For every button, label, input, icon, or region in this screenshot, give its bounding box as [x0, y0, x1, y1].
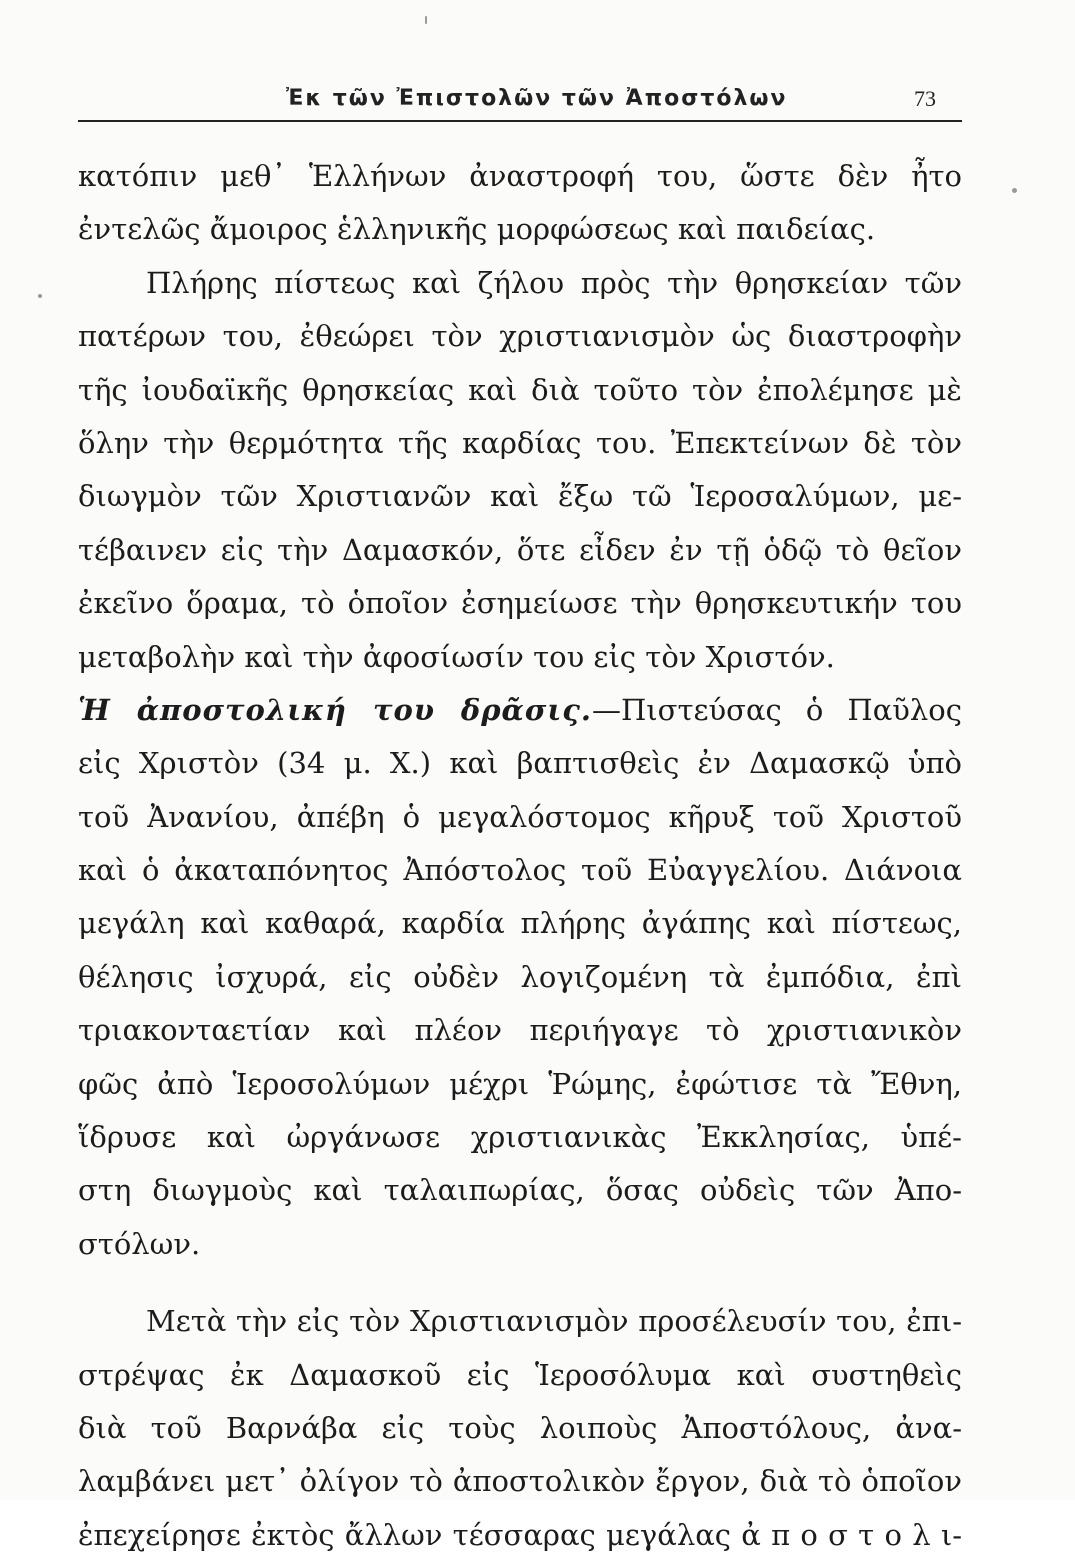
text-line: στόλων.: [78, 1226, 201, 1261]
text-line: ἵδρυσε καὶ ὠργάνωσε χριστιανικὰς Ἐκκλησίας, ὑπέ-: [78, 1120, 962, 1155]
text-line: Πλήρης πίστεως καὶ ζήλου πρὸς τὴν θρησκείαν τῶν: [146, 265, 962, 300]
text-line: μεγάλη καὶ καθαρά, καρδία πλήρης ἀγάπης καὶ πίστεως,: [78, 906, 962, 941]
running-title: Ἐκ τῶν Ἐπιστολῶν τῶν Ἀποστόλων: [286, 86, 788, 111]
text-line: λαμβάνει μετ᾽ ὀλίγον τὸ ἀποστολικὸν ἔργον, διὰ τὸ ὁποῖον: [78, 1464, 962, 1499]
text-line: ἐντελῶς ἄμοιρος ἑλληνικῆς μορφώσεως καὶ παιδείας.: [78, 212, 876, 247]
text-line: ἐκεῖνο ὅραμα, τὸ ὁποῖον ἐσημείωσε τὴν θρησκευτικήν του: [78, 586, 962, 621]
text-line: ὅλην τὴν θερμότητα τῆς καρδίας του. Ἐπεκτείνων δὲ τὸν: [78, 425, 962, 460]
section-heading-line: [78, 684, 962, 737]
text-line: διωγμὸν τῶν Χριστιανῶν καὶ ἔξω τῶ Ἱεροσαλύμων, με-: [78, 479, 962, 514]
text-line: θέλησις ἰσχυρά, εἰς οὐδὲν λογιζομένη τὰ ἐμπόδια, ἐπὶ: [78, 959, 962, 994]
text-line: στη διωγμοὺς καὶ ταλαιπωρίας, ὅσας οὐδεὶς τῶν Ἀπο-: [78, 1173, 962, 1208]
text-line: καὶ ὁ ἀκαταπόνητος Ἀπόστολος τοῦ Εὐαγγελίου. Διάνοια: [78, 853, 962, 888]
text-line: τοῦ Ἀνανίου, ἀπέβη ὁ μεγαλόστομος κῆρυξ τοῦ Χριστοῦ: [78, 799, 962, 834]
text-line: διὰ τοῦ Βαρνάβα εἰς τοὺς λοιποὺς Ἀποστόλους, ἀνα-: [78, 1410, 962, 1445]
print-speck: [425, 16, 427, 24]
text-run: —Πιστεύσας ὁ Παῦλος: [592, 692, 962, 727]
text-line: τέβαινεν εἰς τὴν Δαμασκόν, ὅτε εἶδεν ἐν τῇ ὁδῷ τὸ θεῖον: [78, 532, 962, 567]
page-number: 73: [914, 86, 936, 111]
section-subheading: Ἡ ἀποστολική του δρᾶσις.: [78, 692, 593, 727]
print-speck: [38, 294, 42, 298]
text-line: πατέρων του, ἐθεώρει τὸν χριστιανισμὸν ὡς διαστροφὴν: [78, 319, 962, 354]
text-line: κατόπιν μεθ᾽ Ἑλλήνων ἀναστροφή του, ὥστε δὲν ἦτο: [78, 159, 962, 193]
text-line: μεταβολὴν καὶ τὴν ἀφοσίωσίν του εἰς τὸν Χριστόν.: [78, 639, 835, 674]
print-speck: [1012, 188, 1017, 193]
text-line: τῆς ἰουδαϊκῆς θρησκείας καὶ διὰ τοῦτο τὸν ἐπολέμησε μὲ: [78, 372, 962, 407]
text-line: εἰς Χριστὸν (34 μ. Χ.) καὶ βαπτισθεὶς ἐν Δαμασκῷ ὑπὸ: [78, 746, 962, 781]
body-text: [78, 150, 962, 1562]
text-line: ἐπεχείρησε ἐκτὸς ἄλλων τέσσαρας μεγάλας ἀ π ο σ τ ο λ ι-: [78, 1517, 962, 1552]
text-line: φῶς ἀπὸ Ἱεροσολύμων μέχρι Ῥώμης, ἐφώτισε τὰ Ἔθνη,: [78, 1066, 962, 1101]
running-header: [78, 84, 962, 122]
text-line: στρέψας ἐκ Δαμασκοῦ εἰς Ἱεροσόλυμα καὶ συστηθεὶς: [78, 1357, 962, 1392]
text-line: τριακονταετίαν καὶ πλέον περιήγαγε τὸ χριστιανικὸν: [78, 1013, 962, 1048]
text-line: Μετὰ τὴν εἰς τὸν Χριστιανισμὸν προσέλευσίν του, ἐπι-: [146, 1304, 962, 1339]
